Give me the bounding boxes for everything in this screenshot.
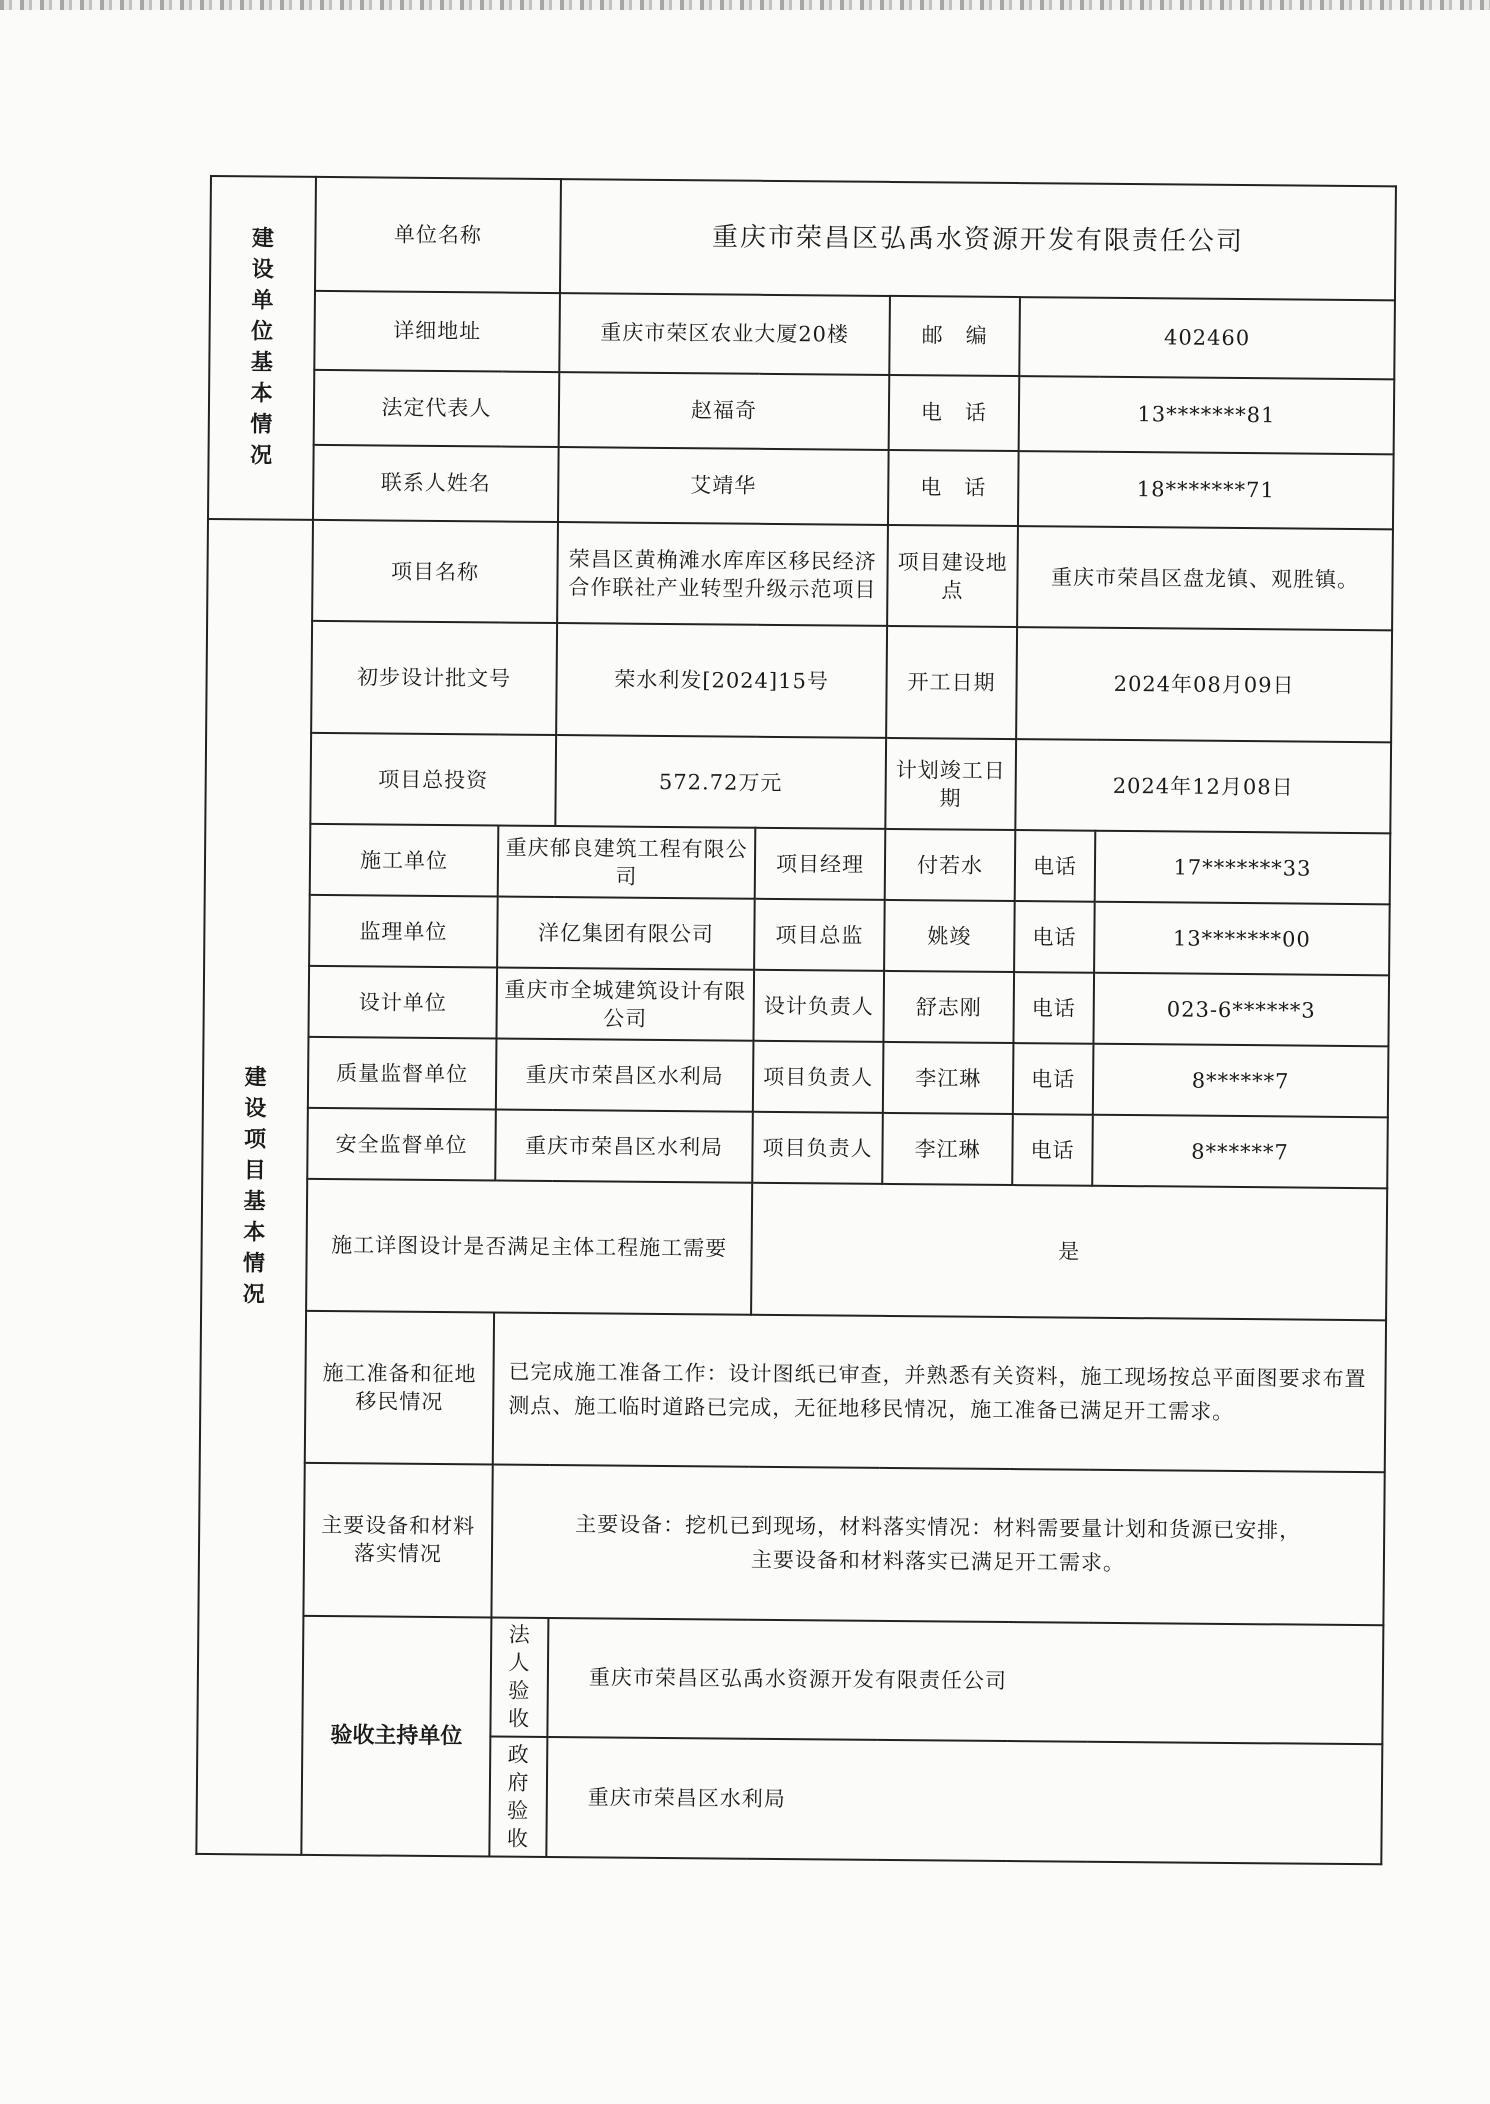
equip-line-1: 主要设备：挖机已到现场，材料落实情况：材料需要量计划和货源已安排，: [575, 1512, 1302, 1543]
prep-value: 已完成施工准备工作：设计图纸已审查，并熟悉有关资料，施工现场按总平面图要求布置测点、施工临时道路已完成，无征地移民情况，施工准备已满足开工需求。: [493, 1313, 1386, 1473]
prep-label: 施工准备和征地移民情况: [305, 1311, 494, 1465]
unit-company: 重庆市荣昌区水利局: [495, 1110, 753, 1183]
scan-edge: [0, 0, 1490, 10]
table-row: [202, 1107, 1388, 1188]
unit-person: 舒志刚: [883, 971, 1014, 1043]
unit-phone: 13*******00: [1094, 902, 1390, 976]
unit-phone: 17*******33: [1095, 831, 1391, 905]
gov-acceptance-label: 政府验收: [489, 1737, 547, 1857]
unit-company: 重庆市荣昌区水利局: [496, 1039, 754, 1112]
legal-acceptance-value: 重庆市荣昌区弘禹水资源开发有限责任公司: [547, 1618, 1383, 1745]
project-name-label: 项目名称: [312, 520, 558, 624]
investment-label: 项目总投资: [310, 733, 556, 826]
completion-date-value: 2024年12月08日: [1015, 739, 1391, 834]
legal-acceptance-label: 法人验收: [490, 1617, 548, 1737]
address-value: 重庆市荣区农业大厦20楼: [559, 293, 890, 375]
start-date-value: 2024年08月09日: [1016, 627, 1392, 742]
table-row: [203, 1036, 1389, 1117]
table-row: [203, 965, 1389, 1046]
start-date-label: 开工日期: [886, 626, 1017, 739]
unit-phone-label: 电话: [1014, 901, 1095, 973]
unit-person: 李江琳: [883, 1042, 1014, 1114]
design-meets-label: 施工详图设计是否满足主体工程施工需要: [306, 1179, 752, 1315]
postcode-label: 邮 编: [889, 296, 1020, 376]
legal-rep-label: 法定代表人: [314, 370, 560, 447]
completion-date-label: 计划竣工日期: [885, 738, 1016, 830]
equip-line-2: 主要设备和材料落实已满足开工需求。: [750, 1548, 1126, 1576]
unit-name-label: 单位名称: [315, 177, 561, 293]
unit-company: 重庆郁良建筑工程有限公司: [498, 826, 756, 899]
unit-phone-label: 电话: [1013, 972, 1094, 1044]
project-section-title: 建设项目基本情况: [196, 519, 313, 1855]
unit-role: 安全监督单位: [307, 1108, 496, 1181]
table-row: [205, 823, 1391, 904]
design-meets-value: 是: [751, 1183, 1387, 1320]
unit-phone: 023-6******3: [1093, 973, 1389, 1047]
construction-info-table: [195, 175, 1397, 1865]
unit-position: 项目负责人: [752, 1112, 883, 1184]
contact-value: 艾靖华: [558, 447, 889, 525]
unit-position: 项目总监: [754, 899, 885, 971]
acceptance-section-title: 验收主持单位: [301, 1615, 491, 1856]
project-location-value: 重庆市荣昌区盘龙镇、观胜镇。: [1017, 526, 1393, 631]
equip-value: [491, 1465, 1384, 1625]
unit-phone: 8******7: [1093, 1044, 1389, 1118]
investment-value: 572.72万元: [555, 735, 886, 829]
unit-name-value: 重庆市荣昌区弘禹水资源开发有限责任公司: [560, 179, 1396, 300]
unit-position: 项目负责人: [753, 1041, 884, 1113]
unit-position: 项目经理: [755, 828, 886, 900]
address-label: 详细地址: [314, 291, 560, 372]
builder-section-title: 建设单位基本情况: [208, 176, 316, 520]
unit-role: 施工单位: [310, 824, 499, 897]
legal-rep-phone-value: 13*******81: [1019, 376, 1395, 454]
unit-person: 姚竣: [884, 900, 1015, 972]
contact-label: 联系人姓名: [313, 445, 559, 522]
unit-company: 洋亿集团有限公司: [497, 897, 755, 970]
approval-value: 荣水利发[2024]15号: [556, 623, 887, 737]
equip-label: 主要设备和材料落实情况: [303, 1463, 492, 1617]
postcode-value: 402460: [1019, 297, 1395, 379]
unit-role: 质量监督单位: [308, 1037, 497, 1110]
contact-phone-value: 18*******71: [1018, 451, 1394, 529]
gov-acceptance-value: 重庆市荣昌区水利局: [546, 1737, 1382, 1864]
unit-phone-label: 电话: [1013, 1043, 1094, 1115]
unit-role: 监理单位: [309, 895, 498, 968]
legal-rep-value: 赵福奇: [559, 372, 890, 450]
approval-label: 初步设计批文号: [311, 621, 557, 735]
unit-company: 重庆市全城建筑设计有限公司: [496, 968, 754, 1041]
legal-rep-phone-label: 电 话: [889, 375, 1020, 451]
project-location-label: 项目建设地点: [887, 525, 1018, 628]
unit-position: 设计负责人: [753, 970, 884, 1042]
table-row: [204, 894, 1390, 975]
project-name-value: 荣昌区黄桷滩水库库区移民经济合作联社产业转型升级示范项目: [557, 522, 888, 626]
form-table-wrapper: [195, 175, 1395, 1865]
unit-person: 付若水: [885, 829, 1016, 901]
unit-phone: 8******7: [1092, 1115, 1388, 1189]
unit-phone-label: 电话: [1012, 1114, 1093, 1186]
unit-person: 李江琳: [882, 1113, 1013, 1185]
contact-phone-label: 电 话: [888, 450, 1019, 526]
unit-role: 设计单位: [308, 966, 497, 1039]
unit-phone-label: 电话: [1015, 830, 1096, 902]
